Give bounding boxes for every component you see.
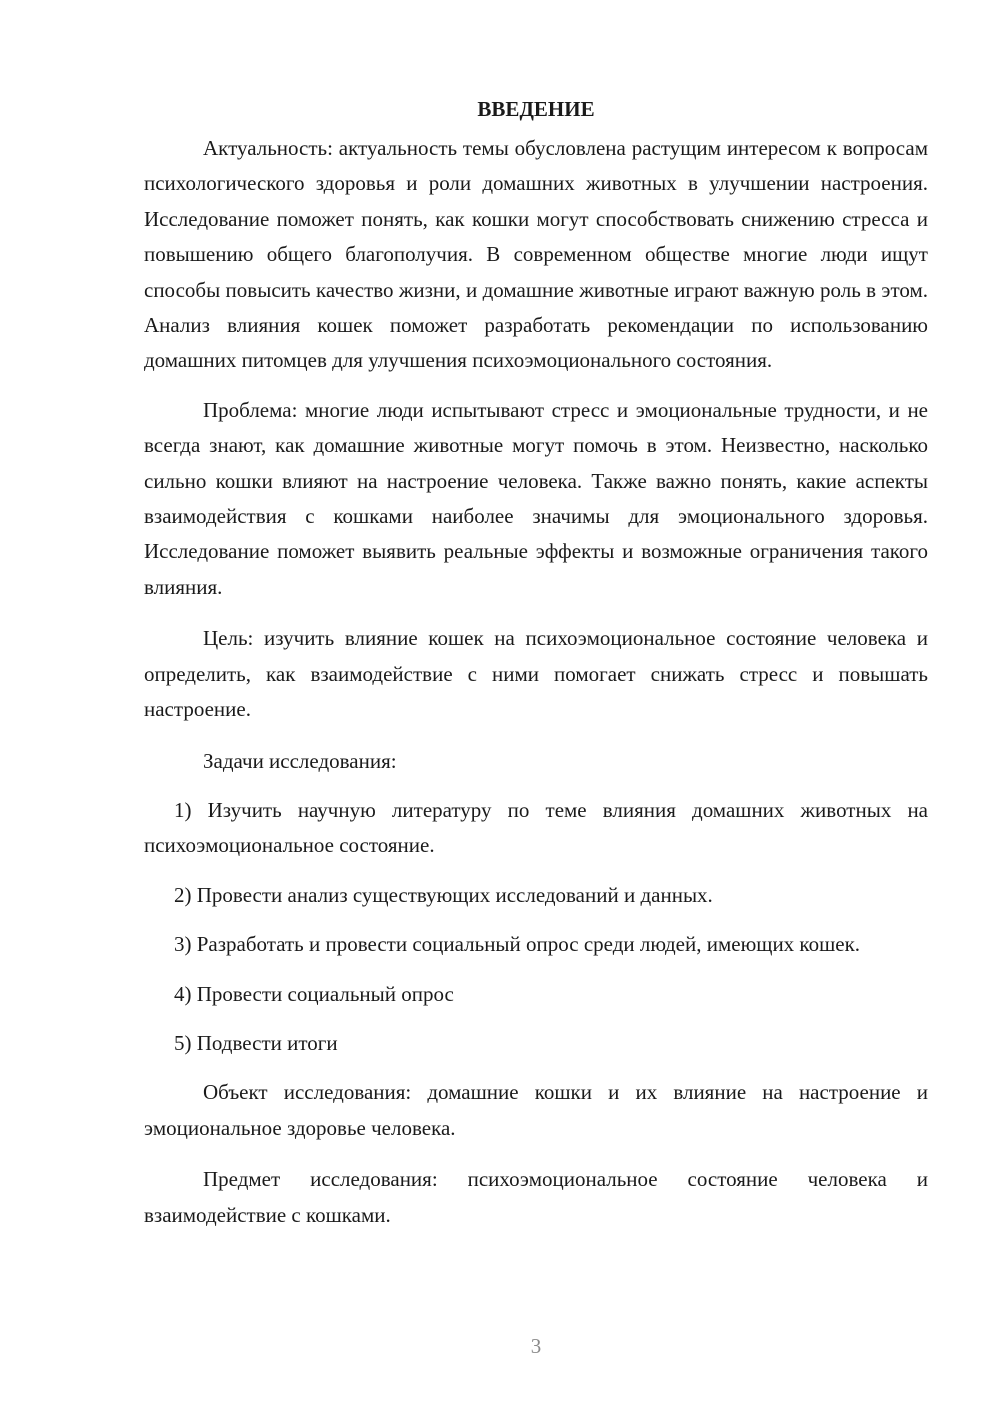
relevance-paragraph: Актуальность: актуальность темы обусловлена растущим интересом к вопросам психологического здоровья и роли домашних животных в улучшении настроения. Исследование поможет понять, как кошки могут способствовать снижению стресса и повышению общего благополучия. В современном обществе многие люди ищут способы повысить качество жизни, и домашние животные играют важную роль в этом. Анализ влияния кошек поможет разработать рекомендации по использованию домашних питомцев для улучшения психоэмоционального состояния. [144, 136, 928, 373]
problem-paragraph: Проблема: многие люди испытывают стресс и эмоциональные трудности, и не всегда знают, как домашние животные могут помочь в этом. Неизвестно, насколько сильно кошки влияют на настроение человека. Также важно понять, какие аспекты взаимодействия с кошками наиболее значимы для эмоционального здоровья. Исследование поможет выявить реальные эффекты и возможные ограничения такого влияния. [144, 397, 928, 599]
page-content [144, 92, 928, 1233]
task-item-3: 3) Разработать и провести социальный опрос среди людей, имеющих кошек. [174, 932, 861, 957]
goal-paragraph: Цель: изучить влияние кошек на психоэмоциональное состояние человека и определить, как взаимодействие с ними помогает снижать стресс и повышать настроение. [144, 626, 928, 722]
page-number: 3 [530, 1334, 542, 1358]
object-paragraph: Объект исследования: домашние кошки и их влияние на настроение и эмоциональное здоровье человека. [144, 1080, 928, 1140]
task-item-2: 2) Провести анализ существующих исследований и данных. [174, 882, 713, 907]
tasks-heading: Задачи исследования: [203, 748, 397, 773]
section-title: ВВЕДЕНИЕ [477, 97, 595, 121]
task-item-4: 4) Провести социальный опрос [174, 981, 454, 1006]
task-item-5: 5) Подвести итоги [174, 1030, 338, 1055]
task-item-1: 1) Изучить научную литературу по теме влияния домашних животных на психоэмоциональное состояние. [144, 797, 928, 858]
subject-paragraph: Предмет исследования: психоэмоциональное состояние человека и взаимодействие с кошками. [144, 1167, 928, 1227]
